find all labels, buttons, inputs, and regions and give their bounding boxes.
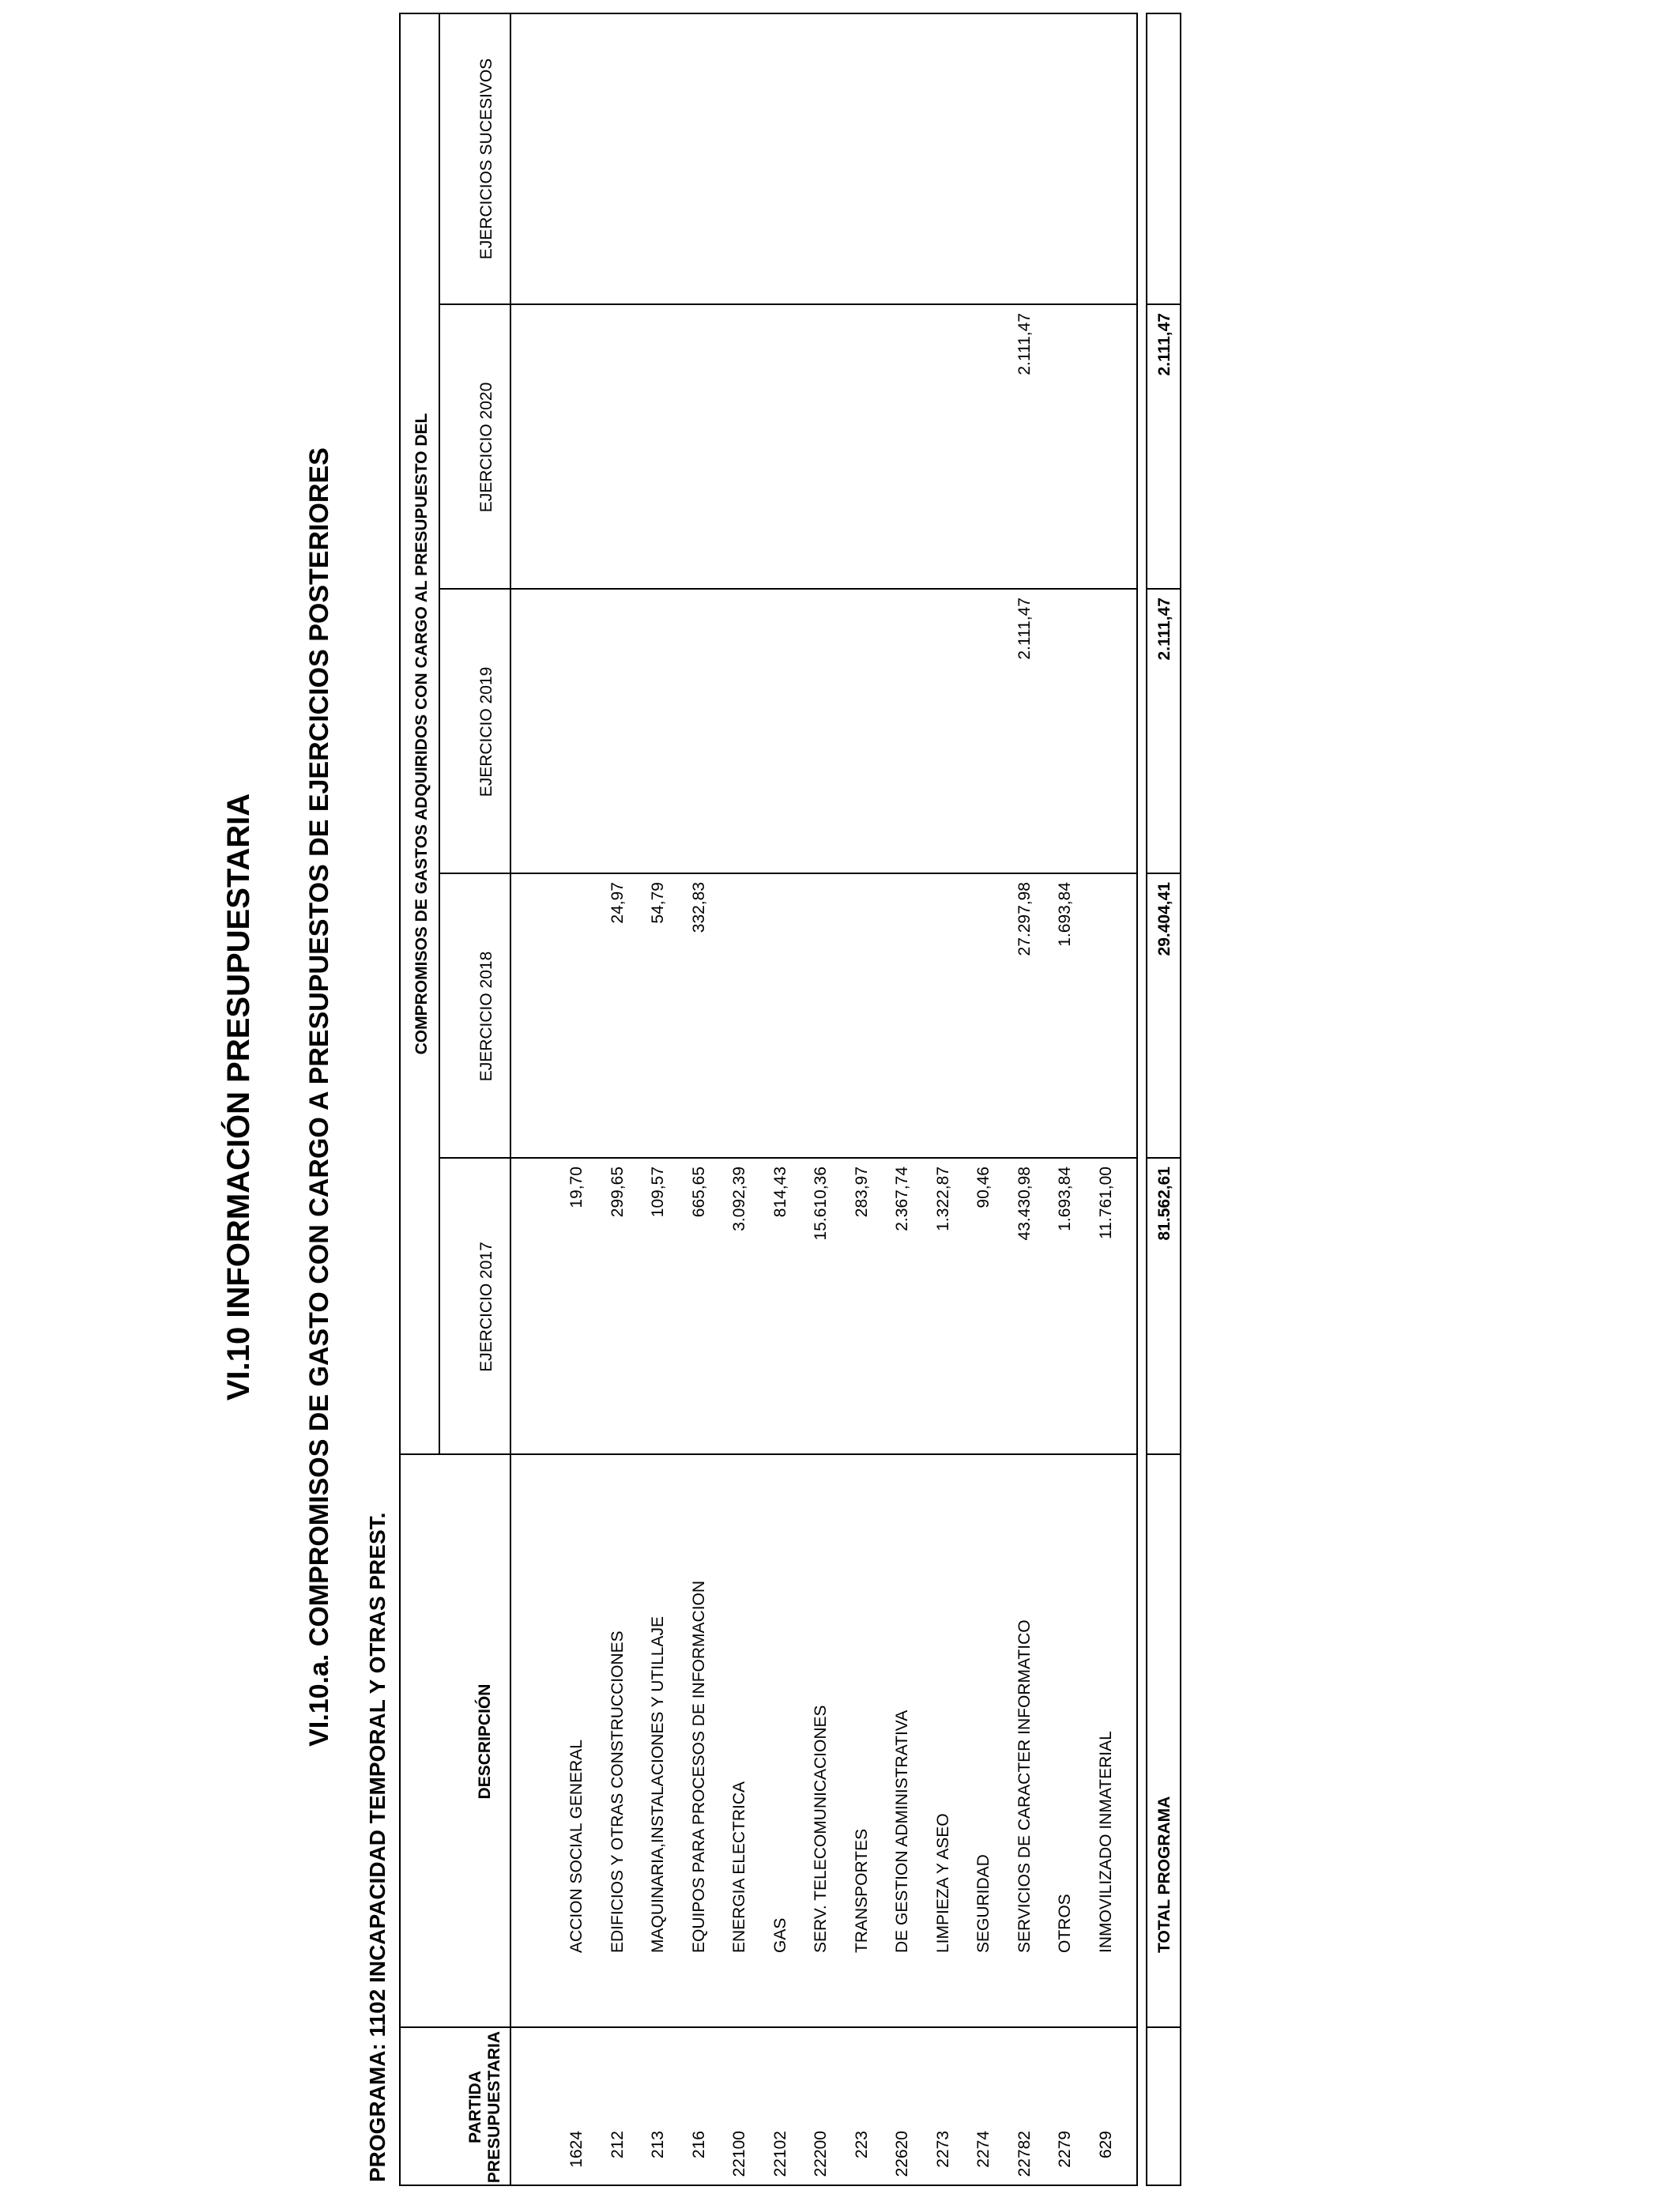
- amount-cell: 2.367,74: [893, 1167, 911, 1231]
- partida-description: DE GESTION ADMINISTRATIVA: [893, 1710, 911, 1953]
- total-column-divider: [1146, 2026, 1181, 2028]
- header-year: EJERCICIOS SUCESIVOS: [477, 58, 495, 260]
- partida-code: 2274: [974, 2131, 993, 2168]
- amount-cell: 54,79: [649, 882, 667, 924]
- partida-description: SERVICIOS DE CARACTER INFORMATICO: [1015, 1619, 1034, 1953]
- amount-cell: 1.322,87: [933, 1167, 952, 1231]
- document-title: VI.10 INFORMACIÓN PRESUPUESTARIA: [221, 793, 256, 1401]
- amount-cell: 3.092,39: [730, 1167, 748, 1231]
- amount-cell: 2.111,47: [1015, 598, 1034, 660]
- amount-cell: 24,97: [608, 882, 627, 924]
- total-amount: 29.404,41: [1155, 882, 1173, 956]
- amount-cell: 283,97: [852, 1167, 871, 1218]
- partida-code: 22102: [770, 2131, 789, 2177]
- amount-cell: 27.297,98: [1015, 882, 1034, 956]
- total-amount: 81.562,61: [1155, 1167, 1173, 1241]
- partida-code: 223: [852, 2131, 871, 2159]
- partida-code: 22620: [893, 2131, 911, 2177]
- header-divider: [510, 13, 511, 2186]
- amount-cell: 1.693,84: [1056, 882, 1074, 947]
- partida-description: EDIFICIOS Y OTRAS CONSTRUCCIONES: [608, 1630, 627, 1953]
- partida-code: 629: [1096, 2131, 1115, 2159]
- amount-cell: 43.430,98: [1015, 1167, 1034, 1241]
- partida-code: 213: [649, 2131, 667, 2159]
- total-column-divider: [1146, 303, 1181, 305]
- partida-description: MAQUINARIA,INSTALACIONES Y UTILLAJE: [649, 1616, 667, 1953]
- amount-cell: 90,46: [974, 1167, 993, 1208]
- amount-cell: 1.693,84: [1056, 1167, 1074, 1231]
- header-descripcion: DESCRIPCIÓN: [476, 1683, 494, 1800]
- total-amount: 2.111,47: [1155, 598, 1173, 661]
- group-header-divider: [439, 13, 440, 1455]
- partida-description: ENERGIA ELECTRICA: [730, 1781, 748, 1953]
- document-subtitle: VI.10.a. COMPROMISOS DE GASTO CON CARGO A PRESUPUESTOS DE EJERCICIOS POSTERIORES: [304, 447, 334, 1747]
- amount-cell: 665,65: [689, 1167, 708, 1218]
- header-year: EJERCICIO 2019: [477, 666, 495, 797]
- amount-cell: 814,43: [770, 1167, 789, 1218]
- partida-description: OTROS: [1056, 1894, 1074, 1953]
- header-partida: PARTIDA: [466, 2071, 484, 2143]
- partida-description: GAS: [770, 1917, 789, 1953]
- amount-cell: 15.610,36: [812, 1167, 830, 1241]
- total-label: TOTAL PROGRAMA: [1155, 1796, 1173, 1953]
- amount-cell: 332,83: [689, 882, 708, 933]
- amount-cell: 299,65: [608, 1167, 627, 1218]
- partida-code: 216: [689, 2131, 708, 2159]
- header-group: COMPROMISOS DE GASTOS ADQUIRIDOS CON CARGO AL PRESUPUESTO DEL: [412, 413, 431, 1055]
- column-divider: [439, 303, 1138, 305]
- amount-cell: 2.111,47: [1015, 313, 1034, 375]
- partida-code: 2279: [1056, 2131, 1074, 2168]
- header-year: EJERCICIO 2017: [477, 1242, 495, 1372]
- partida-code: 22200: [812, 2131, 830, 2177]
- amount-cell: 109,57: [649, 1167, 667, 1218]
- partida-code: 2273: [933, 2131, 952, 2168]
- partida-code: 212: [608, 2131, 627, 2159]
- header-year: EJERCICIO 2018: [477, 951, 495, 1082]
- amount-cell: 11.761,00: [1096, 1167, 1115, 1239]
- partida-code: 1624: [567, 2131, 586, 2168]
- partida-description: ACCION SOCIAL GENERAL: [567, 1740, 586, 1953]
- total-amount: 2.111,47: [1155, 313, 1173, 376]
- program-label: PROGRAMA: 1102 INCAPACIDAD TEMPORAL Y OTRAS PREST.: [365, 1512, 390, 2182]
- partida-description: INMOVILIZADO INMATERIAL: [1096, 1731, 1115, 1953]
- partida-description: SEGURIDAD: [974, 1854, 993, 1953]
- partida-description: TRANSPORTES: [852, 1828, 871, 1953]
- partida-description: LIMPIEZA Y ASEO: [933, 1813, 952, 1953]
- partida-code: 22100: [730, 2131, 748, 2177]
- header-year: EJERCICIO 2020: [477, 382, 495, 513]
- partida-description: SERV. TELECOMUNICACIONES: [812, 1705, 830, 1953]
- header-partida-line2: PRESUPUESTARIA: [485, 2030, 503, 2184]
- partida-description: EQUIPOS PARA PROCESOS DE INFORMACION: [689, 1580, 708, 1953]
- amount-cell: 19,70: [567, 1167, 586, 1208]
- partida-code: 22782: [1015, 2131, 1034, 2177]
